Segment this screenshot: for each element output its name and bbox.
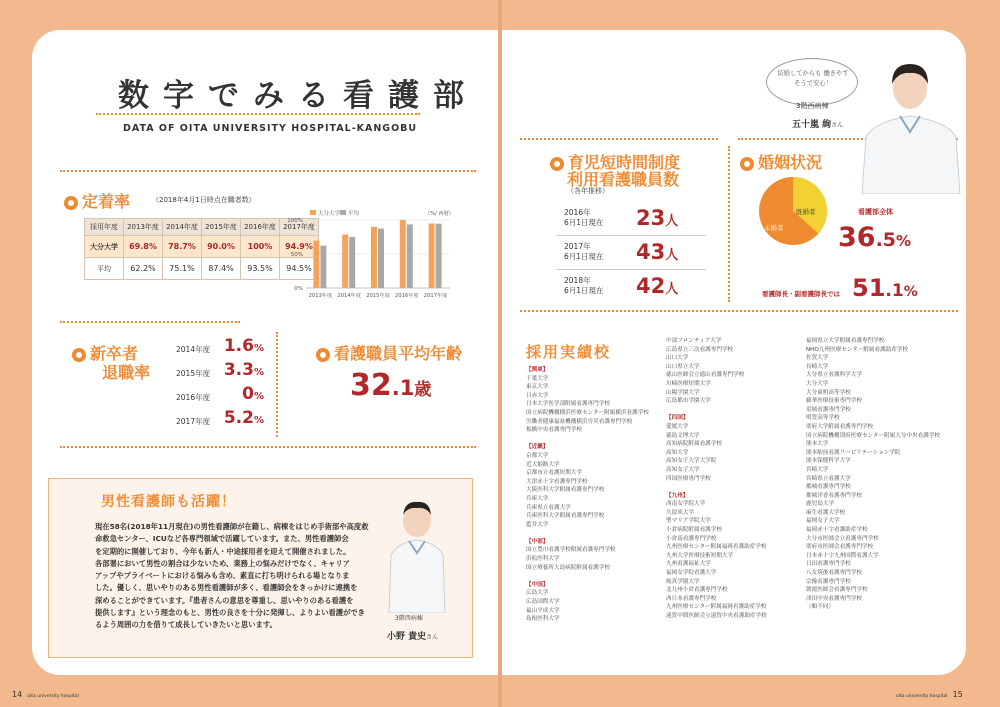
school-item: 福岡女学院看護大学 — [666, 570, 717, 577]
y-tick-label: 0% — [294, 286, 303, 292]
school-item — [666, 406, 767, 415]
x-tick-label: 2013年度 — [308, 293, 333, 299]
male-text-line: 提供します』という理念のもと、男性の良さを十分に発揮し、よりよい看護ができ — [95, 608, 365, 618]
school-item: 福岡赤十字看護助産学校 — [806, 527, 868, 534]
newgrad-unit: % — [253, 343, 264, 354]
childcare-count — [636, 240, 678, 264]
school-item: 日田看護専門学校 — [806, 561, 851, 568]
newgrad-year: 2016年度 — [176, 393, 211, 402]
school-item — [526, 572, 649, 581]
nurse-honorific: さん — [831, 122, 844, 129]
school-item: 西日本看護専門学校 — [666, 595, 717, 602]
school-region-label: 【四国】 — [666, 415, 689, 422]
school-item: 広島都市学園大学 — [666, 398, 711, 405]
table-header-cell: 採用年度 — [85, 219, 124, 236]
male-text-line: アップやプライベートにおける悩みも含め、素直に打ち明けられる場となりま — [95, 571, 350, 581]
footer-right — [896, 682, 963, 701]
table-cell: 62.2% — [124, 258, 163, 280]
school-item: 日赤大学 — [526, 392, 549, 399]
schools-column-2 — [666, 337, 767, 621]
table-cell: 93.5% — [241, 258, 280, 280]
school-item: 日本赤十字九州国際看護大学 — [806, 552, 879, 559]
school-item: 宮崎県立看護大学 — [806, 475, 851, 482]
newgrad-num: 1.6 — [223, 336, 254, 356]
school-item: 麻生看護大学校 — [806, 509, 846, 516]
bullet-icon — [316, 348, 330, 362]
table-cell: 94.5% — [280, 258, 319, 280]
school-item: 広島県立三次看護専門学校 — [666, 346, 734, 353]
school-item: 九州大学医療技術短期大学 — [666, 552, 734, 559]
male-name-line — [387, 624, 438, 643]
male-text-line: した。優しく、思いやりのある男性看護師が多く、看護師会をきっかけに連携を — [95, 583, 358, 593]
male-name: 小野 貴史 — [387, 632, 427, 642]
school-item: 川崎医療短期大学 — [666, 380, 711, 387]
page-gutter — [498, 0, 502, 707]
marriage-head-int: 51 — [852, 274, 886, 302]
childcare-year: 2017年 — [564, 242, 591, 251]
school-item: 板橋中央看護専門学校 — [526, 427, 582, 434]
school-item: 兵庫大学 — [526, 495, 549, 502]
newgrad-row — [176, 360, 268, 384]
school-region-label: 【関東】 — [526, 367, 549, 373]
page-number-left: 14 — [12, 690, 23, 699]
retention-title: 定着率 — [82, 192, 131, 211]
school-region-label: 【近畿】 — [526, 444, 549, 451]
avgage-title: 看護職員平均年齢 — [334, 344, 463, 363]
childcare-asof: 6月1日現在 — [564, 286, 604, 295]
bullet-icon — [64, 196, 78, 210]
school-region-label: 【中国】 — [526, 581, 549, 588]
newgrad-title-line1: 新卒者 — [90, 344, 139, 363]
school-item — [666, 483, 767, 492]
school-item: 高知女子大学大学院 — [666, 458, 717, 465]
school-item: 福岡県立大学附属看護専門学校 — [806, 338, 885, 344]
marriage-heading — [740, 150, 822, 173]
school-item: 高知大学 — [666, 449, 689, 456]
male-body-text — [95, 521, 395, 632]
school-item: 熊本大学 — [806, 441, 829, 448]
marriage-head-dec: .1 — [885, 281, 904, 301]
male-honorific: さん — [426, 634, 439, 641]
newgrad-row — [176, 408, 268, 432]
childcare-row — [556, 272, 706, 303]
marriage-head-pct: % — [903, 284, 918, 300]
newgrad-rate — [224, 360, 264, 380]
school-item — [526, 435, 649, 444]
school-item: 大分大学 — [806, 380, 829, 387]
childcare-num: 43 — [636, 240, 666, 264]
childcare-asof: 6月1日現在 — [564, 218, 604, 227]
bar-oita — [429, 223, 435, 288]
bubble-text: 結婚してからも 働きやすそうで安心！ — [777, 70, 849, 87]
newgrad-rate — [224, 336, 264, 356]
school-region-label: 【九州】 — [666, 492, 689, 499]
school-item: 兵庫医科大学附属看護専門学校 — [526, 513, 605, 520]
childcare-num: 23 — [636, 206, 666, 230]
school-item: 広島国際大学 — [526, 599, 560, 606]
school-item: 四国医療専門学校 — [666, 475, 711, 482]
bullet-icon — [550, 157, 564, 171]
school-item: 広島大学 — [526, 590, 549, 597]
newgrad-year: 2017年度 — [176, 417, 211, 426]
marriage-all-label: 看護部全体 — [858, 208, 893, 216]
male-text-line: 深めることができています。『患者さんの意思を尊重し、思いやりのある看護を — [95, 595, 354, 605]
avgage-dec: .1 — [391, 376, 415, 400]
page-subtitle: DATA OF OITA UNIVERSITY HOSPITAL-KANGOBU — [123, 123, 418, 134]
school-item: 都城洋香看護専門学校 — [806, 492, 862, 499]
avgage-value — [350, 368, 431, 403]
male-nurse-box — [48, 478, 473, 658]
school-item: 愛媛大学 — [666, 423, 689, 430]
avgage-int: 32 — [350, 368, 392, 403]
childcare-asof: 6月1日現在 — [564, 252, 604, 261]
male-text-line: るよう周囲の力を借りて成長していきたいと思います。 — [95, 620, 277, 630]
school-item: 国立病院機構横浜医療センター附属横浜看護学校 — [526, 409, 649, 416]
newgrad-num: 3.3 — [223, 360, 254, 380]
school-item: 九州医療センター附属福岡看護助産学校 — [666, 544, 767, 551]
school-item: 国立豊川看護学校附属看護専門学校 — [526, 547, 616, 554]
table-header-cell: 2014年度 — [163, 219, 202, 236]
bar-average — [407, 224, 413, 288]
school-item: 別府市医師会看護専門学校 — [806, 544, 874, 551]
page-title: 数字でみる看護部 — [118, 78, 478, 114]
table-cell: 平均 — [85, 258, 124, 280]
marriage-all-dec: .5 — [875, 229, 897, 251]
male-text-line: を定期的に開催しており、今年も新人・中途採用者を迎えて開催されました。 — [95, 546, 351, 556]
y-tick-label: 50% — [290, 252, 303, 258]
school-item: 都城看護専門学校 — [806, 484, 851, 491]
school-item: 佐賀大学 — [806, 355, 829, 362]
newgrad-year: 2014年度 — [176, 345, 211, 354]
x-tick-label: 2017年度 — [423, 293, 448, 299]
childcare-count — [636, 206, 678, 230]
childcare-title-line1: 育児短時間制度 — [568, 153, 681, 172]
newgrad-unit: % — [253, 415, 264, 426]
bullet-icon — [72, 348, 86, 362]
school-item: 藍井大学 — [526, 521, 549, 528]
nurse-ward: 3階西病棟 — [796, 102, 829, 110]
childcare-list — [556, 204, 706, 305]
newgrad-num: 5.2 — [223, 408, 254, 428]
newgrad-divider-bottom — [60, 446, 476, 448]
childcare-num: 42 — [636, 274, 666, 298]
retention-divider-top — [60, 170, 476, 172]
newgrad-row — [176, 336, 268, 360]
school-item: 京都市立看護短期大学 — [526, 470, 582, 477]
bar-average — [378, 229, 384, 288]
childcare-title-line2: 利用看護職員数 — [567, 170, 680, 189]
school-item: 大津赤十字看護専門学校 — [526, 478, 588, 485]
male-text-line: 命救急センター、ICUなど各専門領域で活躍しています。また、男性看護師会 — [95, 534, 349, 544]
school-item: 津田中央看護専門学校 — [806, 595, 862, 602]
newgrad-title-line2: 退職率 — [102, 363, 151, 382]
school-item: （順不同） — [806, 604, 834, 611]
childcare-count — [636, 274, 678, 298]
nurse-name: 五十嵐 絢 — [792, 120, 832, 130]
school-item: 長崎大学 — [806, 363, 829, 370]
legend-swatch — [340, 210, 346, 215]
school-item: 聖マリア学院大学 — [666, 518, 711, 525]
school-item: NHO九州医療センター附属看護助産学校 — [806, 346, 909, 353]
bar-oita — [313, 241, 319, 288]
school-item: 久留米大学 — [666, 509, 694, 516]
school-item: 北九州小倉看護専門学校 — [666, 587, 728, 594]
y-tick-label: 100% — [287, 218, 303, 224]
school-item: 国立病院機構別府医療センター附属大分中央看護学校 — [806, 432, 941, 439]
school-item: 日本大学医学部附属看護専門学校 — [526, 401, 610, 408]
childcare-year: 2018年 — [564, 276, 591, 285]
marriage-head-value — [852, 274, 918, 302]
pie-unmarried-label: 未婚者 — [764, 224, 784, 232]
childcare-unit: 人 — [665, 214, 679, 229]
newgrad-row — [176, 384, 268, 408]
childcare-date — [564, 242, 604, 262]
male-text-line: 現在58名(2018年11月現在)の男性看護師が在籍し、病棟をはじめ手術部や高度救 — [95, 522, 369, 531]
male-nurse-photo — [377, 493, 457, 613]
school-item: 明豊高等学校 — [806, 415, 840, 422]
school-item: 島根医科大学 — [526, 616, 560, 623]
bar-oita — [342, 234, 348, 288]
school-item: 別府大学附属看護専門学校 — [806, 423, 874, 430]
school-item: 徳島文理大学 — [666, 432, 700, 439]
bar-oita — [371, 227, 377, 288]
school-item: 浜松医科大学 — [526, 556, 560, 563]
childcare-year: 2016年 — [564, 208, 591, 217]
childcare-row — [556, 238, 706, 270]
footer-right-text: oita university hospital — [896, 694, 948, 699]
childcare-date — [564, 276, 604, 296]
childcare-note: （各年推移） — [567, 187, 609, 195]
schools-column-3 — [806, 337, 940, 612]
chart-unit-label: （%/ 西暦） — [424, 211, 454, 217]
newgrad-unit: % — [253, 391, 264, 402]
marriage-pie-chart — [758, 176, 828, 246]
bar-average — [349, 237, 355, 288]
childcare-divider-top — [520, 138, 718, 140]
school-item: 藤華医療技術専門学校 — [806, 398, 862, 405]
newgrad-list — [176, 336, 268, 432]
school-item: 八女筑後看護専門学校 — [806, 570, 862, 577]
school-item: 徳山医師会立徳山看護専門学校 — [666, 372, 745, 379]
childcare-row — [556, 204, 706, 236]
school-item: 山陽学園大学 — [666, 389, 700, 396]
childcare-unit: 人 — [665, 248, 679, 263]
newgrad-rate — [242, 384, 264, 404]
school-item: 小倉病院附属看護学校 — [666, 527, 722, 534]
school-item: 熊本駅前看護リハビリテーション学院 — [806, 449, 901, 456]
school-item: 高知病院附属看護学校 — [666, 441, 722, 448]
school-item: 純真学園大学 — [666, 578, 700, 585]
bar-average — [320, 246, 326, 288]
avgage-unit: 歳 — [414, 380, 432, 400]
school-item: 東京大学 — [526, 384, 549, 391]
male-ward: 3階西病棟 — [395, 615, 423, 622]
title-divider — [96, 113, 420, 115]
schools-column-1 — [526, 366, 649, 624]
legend-swatch — [310, 210, 316, 215]
school-item: 九州医療センター附属福岡看護助産学校 — [666, 604, 767, 611]
school-item: 宗像看護専門学校 — [806, 578, 851, 585]
bullet-icon — [740, 157, 754, 171]
school-item: 朝霞医師会看護専門学校 — [806, 587, 868, 594]
pie-married-label: 既婚者 — [796, 208, 816, 216]
table-cell: 69.8% — [124, 236, 163, 258]
childcare-date — [564, 208, 604, 228]
female-nurse-photo — [858, 52, 964, 194]
school-item: 九州看護福祉大学 — [666, 561, 711, 568]
male-text-line: 各部署において男性の割合は少ないため、業務上の悩みだけでなく、キャリア — [95, 558, 350, 568]
newgrad-divider-top — [60, 321, 240, 323]
newgrad-unit: % — [253, 367, 264, 378]
table-cell: 78.7% — [163, 236, 202, 258]
bar-average — [436, 224, 442, 288]
school-item: 労働者健康福祉機構横浜労災看護専門学校 — [526, 418, 633, 425]
newgrad-divider-right — [276, 332, 278, 437]
table-header-cell: 2017年度 — [280, 219, 319, 236]
table-cell: 90.0% — [202, 236, 241, 258]
marriage-all-pct: % — [896, 232, 912, 250]
schools-title: 採用実績校 — [526, 343, 612, 361]
school-item: 大分市医師会立看護専門学校 — [806, 535, 879, 542]
school-item: 高知女子大学 — [666, 466, 700, 473]
table-cell: 75.1% — [163, 258, 202, 280]
table-cell: 87.4% — [202, 258, 241, 280]
stats-divider-bottom — [520, 310, 958, 312]
marriage-title: 婚姻状況 — [758, 153, 823, 172]
x-tick-label: 2015年度 — [366, 293, 390, 299]
retention-note: （2018年4月1日時点在職者数） — [152, 196, 256, 204]
school-item: 国立療養所大島病院附属看護学校 — [526, 564, 610, 571]
table-header-cell: 2015年度 — [202, 219, 241, 236]
table-cell: 大分大学 — [85, 236, 124, 258]
table-header-cell: 2013年度 — [124, 219, 163, 236]
school-item: 西南女学院大学 — [666, 501, 706, 508]
marriage-all-int: 36 — [838, 222, 876, 253]
legend-label: 大分大学 — [318, 211, 341, 217]
table-header-cell: 2016年度 — [241, 219, 280, 236]
table-cell: 100% — [241, 236, 280, 258]
school-item: 福山平成大学 — [526, 607, 560, 614]
newgrad-rate — [224, 408, 264, 428]
school-item: 鹿児島大学 — [806, 501, 834, 508]
school-item: 小倉南看護専門学校 — [666, 535, 717, 542]
footer-left — [12, 682, 79, 701]
school-item: 福岡女子大学 — [806, 518, 840, 525]
marriage-head-label: 看護師長・副看護師長では — [762, 290, 840, 298]
childcare-divider-right — [728, 146, 730, 302]
school-item: 熊本保健科学大学 — [806, 458, 851, 465]
footer-left-text: oita university hospital — [27, 694, 79, 699]
retention-heading — [64, 189, 130, 212]
newgrad-year: 2015年度 — [176, 369, 211, 378]
school-item: 遠賀中間医師会立遠賀中央看護助産学校 — [666, 613, 767, 619]
school-item: 竜城看護専門学校 — [806, 406, 851, 413]
school-item — [526, 529, 649, 538]
school-item: 近大姫路大学 — [526, 461, 560, 468]
school-item: 大分東明高等学校 — [806, 389, 851, 396]
legend-label: 平均 — [348, 211, 360, 217]
bar-oita — [400, 220, 406, 288]
school-item: 千葉大学 — [526, 375, 549, 382]
speech-bubble — [766, 58, 858, 106]
x-tick-label: 2014年度 — [337, 293, 361, 299]
x-tick-label: 2016年度 — [395, 293, 419, 299]
school-item: 山口大学 — [666, 355, 689, 362]
page-number-right: 15 — [952, 690, 963, 699]
marriage-all-value — [838, 222, 911, 253]
school-item: 大阪医科大学附属看護専門学校 — [526, 487, 605, 494]
school-item: 山口県立大学 — [666, 363, 700, 370]
newgrad-num: 0 — [242, 384, 254, 404]
school-item: 中部フロンティア大学 — [666, 338, 722, 344]
male-title: 男性看護師も活躍！ — [101, 494, 236, 510]
childcare-unit: 人 — [665, 282, 679, 297]
school-item: 大分県立看護科学大学 — [806, 372, 862, 379]
school-region-label: 【中部】 — [526, 538, 549, 545]
school-item: 宮崎大学 — [806, 466, 829, 473]
school-item: 兵庫県立看護大学 — [526, 504, 571, 511]
nurse-name-line — [792, 112, 843, 131]
school-item: 京都大学 — [526, 452, 549, 459]
avgage-heading — [316, 341, 462, 364]
retention-bar-chart — [282, 204, 458, 304]
table-cell: 94.9% — [280, 236, 319, 258]
